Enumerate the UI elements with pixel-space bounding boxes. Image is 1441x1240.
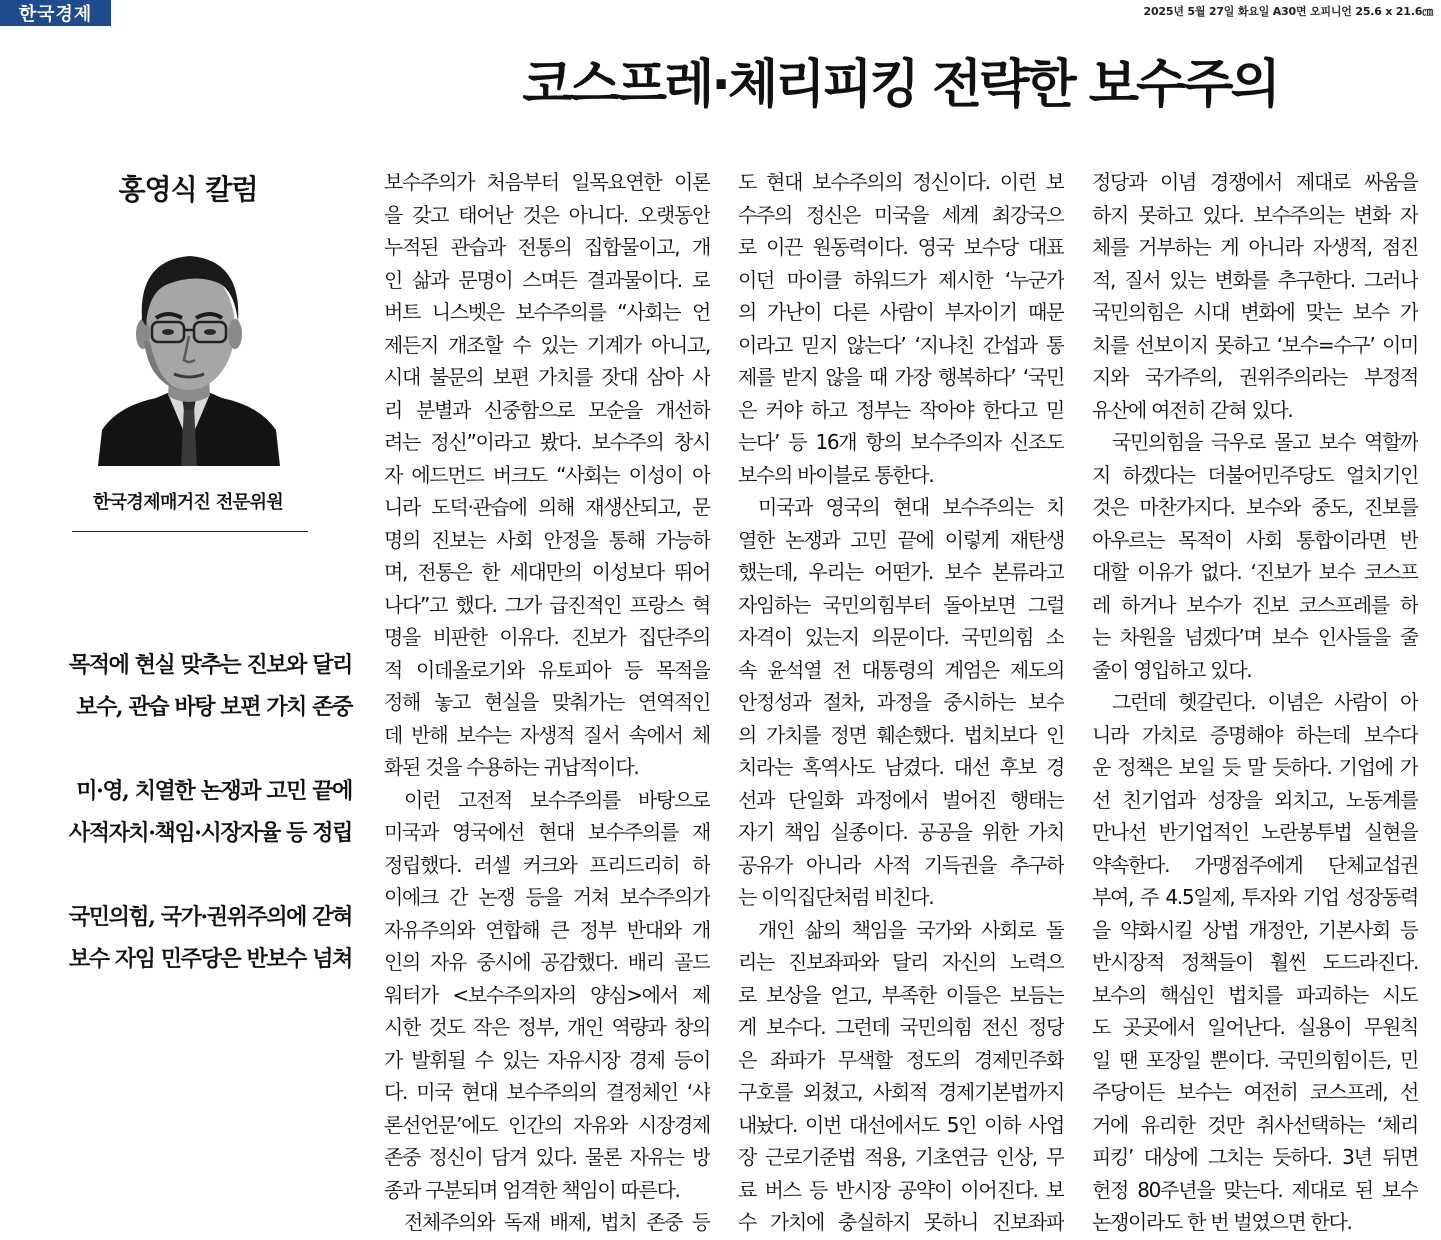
body-line: 개인 삶의 책임을 국가와 사회로 돌: [758, 917, 1064, 942]
body-line: 반시장적 정책들이 훨씬 도드라진다.: [1092, 950, 1418, 974]
body-line: 을 갖고 태어난 것은 아니다. 오랫동안: [384, 202, 710, 227]
body-line: 레 하거나 보수가 진보 코스프레를 하: [1092, 592, 1418, 617]
body-line: 내놨다. 이번 대선에서도 5인 이하 사업: [738, 1112, 1064, 1137]
body-line: 공유가 아니라 사적 기득권을 추구하: [738, 852, 1064, 877]
body-line: 은 좌파가 무색할 정도의 경제민주화: [738, 1047, 1064, 1072]
body-line: 명을 비판한 이유다. 진보가 집단주의: [384, 625, 710, 649]
body-line: 적 이데올로기와 유토피아 등 목적을: [384, 657, 710, 682]
body-line: 료 버스 등 반시장 공약이 이어진다. 보: [738, 1177, 1064, 1202]
body-line: 선과 단일화 과정에서 벌어진 행태는: [738, 787, 1064, 812]
body-line: 종과 구분되며 엄격한 책임이 따른다.: [384, 1177, 680, 1202]
body-line: 보수의 핵심인 법치를 파괴하는 시도: [1092, 982, 1418, 1007]
body-line: 유산에 여전히 갇혀 있다.: [1092, 397, 1293, 422]
body-line: 했는데, 우리는 어떤가. 보수 본류라고: [738, 560, 1064, 584]
body-line: 게 보수다. 그런데 국민의힘 전신 정당: [738, 1015, 1064, 1039]
body-line: 그런데 헷갈린다. 이념은 사람이 아: [1112, 690, 1418, 714]
body-line: 자 에드먼드 버크도 “사회는 이성이 아: [384, 462, 710, 487]
body-line: 인 삶과 문명이 스며든 결과물이다. 로: [384, 267, 710, 292]
body-line: 수 가치에 충실하지 못하니 진보좌파: [738, 1210, 1064, 1234]
body-line: 을 약화시킬 상법 개정안, 기본사회 등: [1092, 917, 1418, 942]
body-line: 의 가난이 다른 사람이 부자이기 때문: [738, 300, 1064, 324]
body-line: 며, 전통은 한 세대만의 이성보다 뛰어: [384, 560, 710, 584]
body-line: 제든지 개조할 수 있는 기계가 아니고,: [384, 332, 710, 357]
body-line: 니라 도덕·관습에 의해 재생산되고, 문: [384, 495, 710, 519]
body-line: 논쟁이라도 한 번 벌였으면 한다.: [1092, 1210, 1352, 1234]
body-line: 만나선 반기업적인 노란봉투법 실현을: [1092, 820, 1418, 844]
subheading-line: 미·영, 치열한 논쟁과 고민 끝에: [76, 778, 352, 804]
body-column-2: [738, 166, 1064, 1239]
body-line: 줄이 영입하고 있다.: [1092, 657, 1252, 682]
body-line: 나다”고 했다. 그가 급진적인 프랑스 혁: [384, 592, 710, 617]
body-line: 하지 못하고 있다. 보수주의는 변화 자: [1092, 202, 1418, 227]
body-line: 존중 정신이 담겨 있다. 물론 자유는 방: [384, 1145, 710, 1169]
edition-info: 2025년 5월 27일 화요일 A30면 오피니언 25.6 x 21.6㎝: [1143, 5, 1433, 18]
body-line: 인의 자유 중시에 공감했다. 배리 골드: [384, 950, 710, 974]
body-line: 국민의힘을 극우로 몰고 보수 역할까: [1112, 430, 1418, 454]
body-line: 보수의 바이블로 통한다.: [738, 462, 934, 487]
body-line: 도 현대 보수주의의 정신이다. 이런 보: [738, 170, 1064, 194]
body-line: 부여, 주 4.5일제, 투자와 기업 성장동력: [1092, 885, 1418, 909]
body-line: 제를 받지 않을 때 가장 행복하다’ ‘국민: [738, 365, 1064, 389]
body-column-1: [384, 166, 710, 1239]
body-line: 운 정책은 보일 듯 말 듯하다. 기업에 가: [1092, 755, 1418, 779]
body-line: 는 차원을 넘겠다’며 보수 인사들을 줄: [1092, 625, 1418, 649]
body-line: 로 보상을 얻고, 부족한 이들은 보듬는: [738, 982, 1064, 1007]
author-portrait-icon: [98, 230, 280, 466]
body-line: 데 반해 보수는 자생적 질서 속에서 체: [384, 722, 710, 747]
body-line: 명의 진보는 사회 안정을 통해 가능하: [384, 527, 710, 552]
body-line: 자유주의와 연합해 큰 정부 반대와 개: [384, 917, 710, 942]
body-line: 은 커야 하고 정부는 작아야 한다고 믿: [738, 397, 1064, 422]
body-line: 지 하겠다는 더불어민주당도 얼치기인: [1092, 462, 1418, 487]
body-column-3: [1092, 166, 1418, 1239]
body-line: 것은 마찬가지다. 보수와 중도, 진보를: [1092, 495, 1418, 519]
subheading-2: [10, 770, 352, 854]
body-line: 이런 고전적 보수주의를 바탕으로: [404, 787, 710, 812]
body-line: 보수주의가 처음부터 일목요연한 이론: [384, 170, 710, 194]
body-line: 체를 거부하는 게 아니라 자생적, 점진: [1092, 235, 1418, 259]
subheading-line: 목적에 현실 맞추는 진보와 달리: [68, 652, 352, 678]
subheading-3: [10, 896, 352, 980]
body-line: 열한 논쟁과 고민 끝에 이렇게 재탄생: [738, 527, 1064, 552]
body-line: 주당이든 보수는 여전히 코스프레, 선: [1092, 1080, 1418, 1104]
body-line: 정해 놓고 현실을 맞춰가는 연역적인: [384, 690, 710, 714]
body-line: 려는 정신”이라고 봤다. 보수주의 창시: [384, 430, 710, 454]
body-line: 지와 국가주의, 권위주의라는 부정적: [1092, 365, 1418, 389]
body-line: 이에크 간 논쟁 등을 거쳐 보수주의가: [384, 885, 710, 909]
body-line: 시대 불문의 보편 가치를 잣대 삼아 사: [384, 365, 710, 389]
subheading-line: 보수, 관습 바탕 보편 가치 존중: [76, 694, 352, 720]
body-line: 속 윤석열 전 대통령의 계엄은 제도의: [738, 657, 1064, 682]
subheading-line: 사적자치·책임·시장자율 등 정립: [68, 820, 352, 846]
body-line: 자임하는 국민의힘부터 돌아보면 그럴: [738, 592, 1064, 617]
headline: 코스프레·체리피킹 전략한 보수주의: [522, 55, 1278, 115]
body-line: 리는 진보좌파와 달리 자신의 노력으: [738, 950, 1064, 974]
body-line: 는 이익집단처럼 비친다.: [738, 885, 934, 909]
body-line: 치를 선보이지 못하고 ‘보수=수구’ 이미: [1092, 332, 1418, 357]
body-line: 리 분별과 신중함으로 모순을 개선하: [384, 397, 710, 422]
body-line: 장 근로기준법 적용, 기초연금 인상, 무: [738, 1145, 1064, 1169]
body-line: 국민의힘은 시대 변화에 맞는 보수 가: [1092, 300, 1418, 324]
subheading-line: 보수 자임 민주당은 반보수 넘쳐: [68, 946, 352, 972]
body-line: 도 곳곳에서 일어난다. 실용이 무원칙: [1092, 1015, 1418, 1039]
body-line: 다. 미국 현대 보수주의의 결정체인 ‘샤: [384, 1080, 710, 1104]
body-line: 대할 이유가 없다. ‘진보가 보수 코스프: [1092, 560, 1418, 584]
body-line: 구호를 외쳤고, 사회적 경제기본법까지: [738, 1080, 1064, 1104]
body-line: 누적된 관습과 전통의 집합물이고, 개: [384, 235, 710, 259]
body-line: 적, 질서 있는 변화를 추구한다. 그러나: [1092, 267, 1418, 292]
body-line: 론선언문’에도 인간의 자유와 시장경제: [384, 1112, 710, 1137]
body-line: 아우르는 목적이 사회 통합이라면 반: [1092, 527, 1418, 552]
body-line: 화된 것을 수용하는 귀납적이다.: [384, 755, 639, 779]
body-line: 니라 가치로 증명해야 하는데 보수다: [1092, 722, 1418, 747]
body-line: 워터가 <보수주의자의 양심>에서 제: [384, 982, 710, 1007]
body-line: 이던 마이클 하워드가 제시한 ‘누군가: [738, 267, 1064, 292]
body-line: 수주의 정신은 미국을 세계 최강국으: [738, 202, 1064, 227]
body-line: 정당과 이념 경쟁에서 제대로 싸움을: [1092, 170, 1418, 194]
body-line: 정립했다. 러셀 커크와 프리드리히 하: [384, 852, 710, 877]
body-line: 헌정 80주년을 맞는다. 제대로 된 보수: [1092, 1177, 1418, 1202]
divider-rule: [72, 531, 308, 532]
newspaper-logo: 한국경제: [0, 0, 111, 26]
body-line: 안정성과 절차, 과정을 중시하는 보수: [738, 690, 1064, 714]
body-line: 미국과 영국에선 현대 보수주의를 재: [384, 820, 710, 844]
subheading-line: 국민의힘, 국가·권위주의에 갇혀: [68, 904, 352, 930]
body-line: 자기 책임 실종이다. 공공을 위한 가치: [738, 820, 1064, 844]
body-line: 가 발휘될 수 있는 자유시장 경제 등이: [384, 1047, 710, 1072]
body-line: 약속한다. 가맹점주에게 단체교섭권: [1092, 852, 1418, 877]
body-line: 자격이 있는지 의문이다. 국민의힘 소: [738, 625, 1064, 649]
body-line: 전체주의와 독재 배제, 법치 존중 등: [404, 1210, 710, 1234]
body-line: 의 가치를 정면 훼손했다. 법치보다 인: [738, 722, 1064, 747]
body-line: 치라는 혹역사도 남겼다. 대선 후보 경: [738, 755, 1064, 779]
subheading-1: [10, 644, 352, 728]
body-line: 미국과 영국의 현대 보수주의는 치: [758, 495, 1064, 519]
body-line: 피킹’ 대상에 그치는 듯하다. 3년 뒤면: [1092, 1145, 1418, 1169]
body-line: 일 땐 포장일 뿐이다. 국민의힘이든, 민: [1092, 1047, 1418, 1072]
body-line: 거에 유리한 것만 취사선택하는 ‘체리: [1092, 1112, 1418, 1137]
body-line: 버트 니스벳은 보수주의를 “사회는 언: [384, 300, 710, 324]
body-line: 로 이끈 원동력이다. 영국 보수당 대표: [738, 235, 1064, 259]
author-title: 한국경제매거진 전문위원: [92, 492, 284, 513]
body-line: 시한 것도 작은 정부, 개인 역량과 창의: [384, 1015, 710, 1039]
column-title: 홍영식 칼럼: [118, 173, 258, 206]
body-line: 이라고 믿지 않는다’ ‘지나친 간섭과 통: [738, 332, 1064, 357]
body-line: 는다’ 등 16개 항의 보수주의자 신조도: [738, 430, 1064, 454]
body-line: 선 친기업과 성장을 외치고, 노동계를: [1092, 787, 1418, 812]
